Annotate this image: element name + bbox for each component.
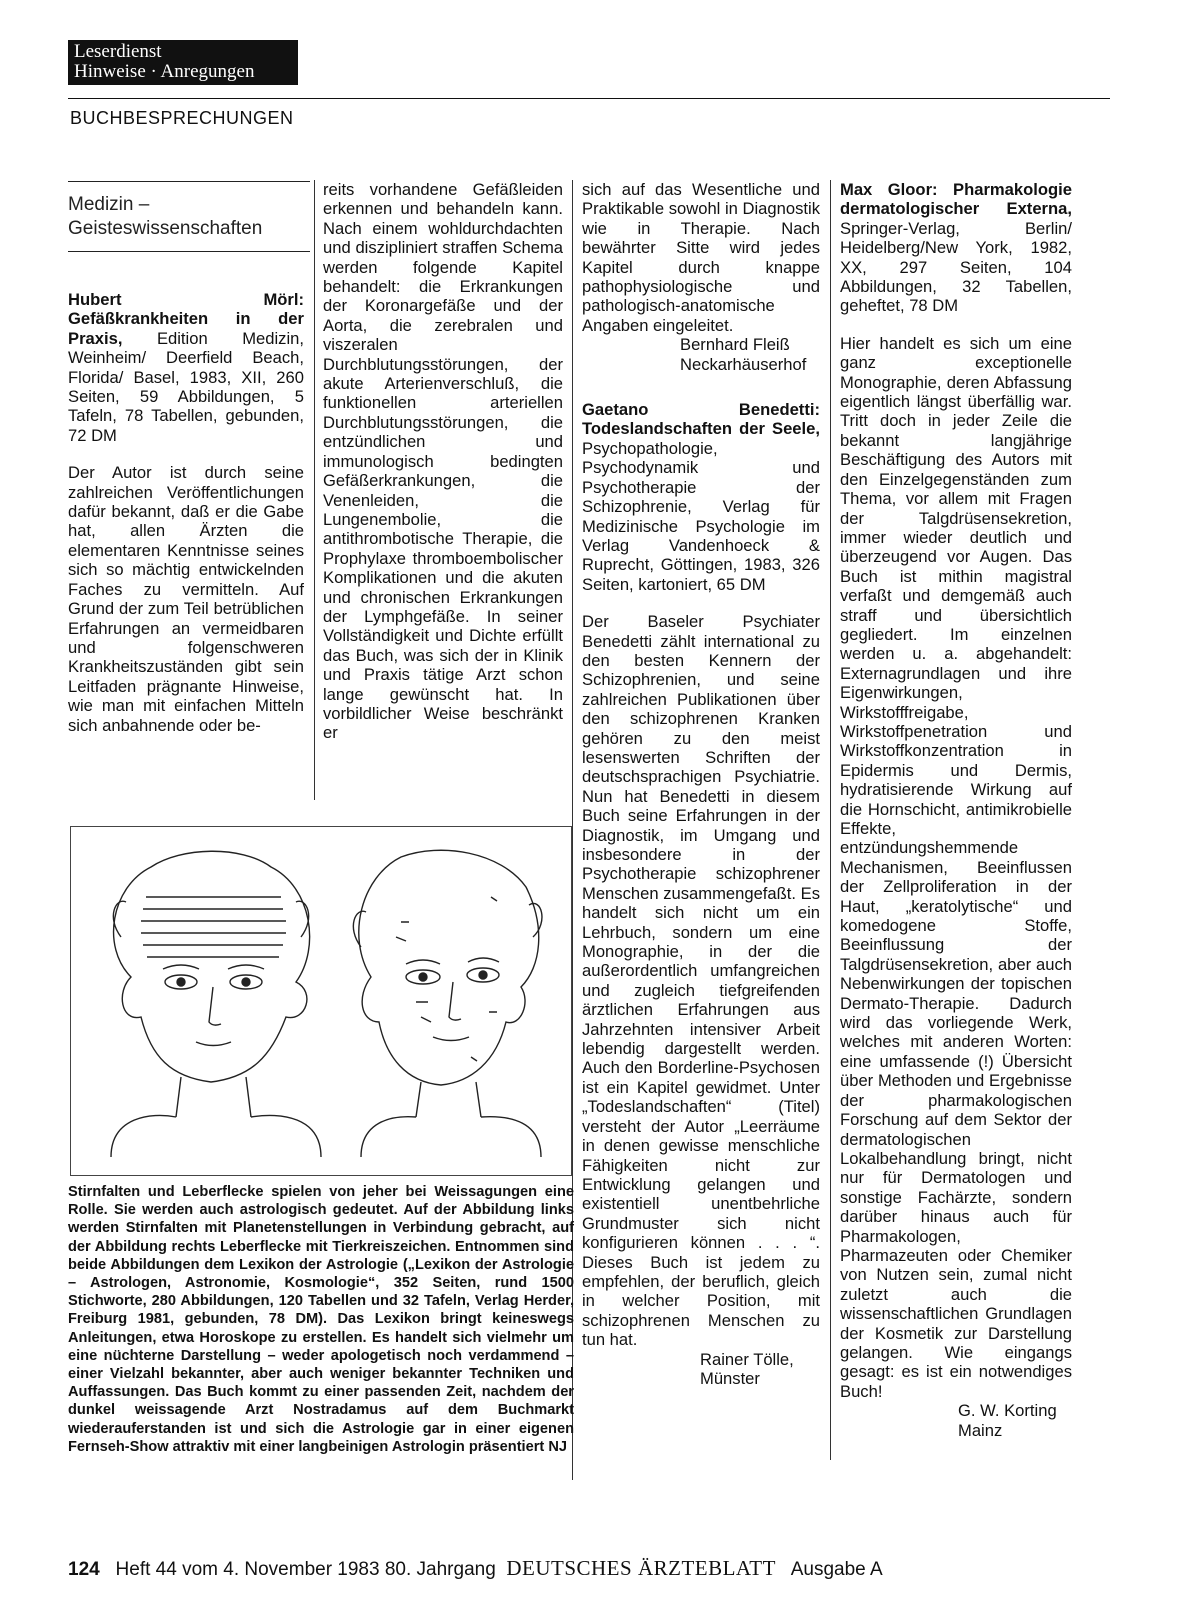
- review3-sig-name: G. W. Korting: [958, 1401, 1057, 1421]
- review1-body-part3: sich auf das Wesentliche und Praktikable sowohl in Diagnostik wie in Therapie. Nach bewährter Sitte wird jedes Kapitel durch knappe pathophysiologische und pathologisch-anatomische Angaben eingeleitet.: [582, 180, 820, 335]
- review2-header: [582, 400, 820, 594]
- review2-sig-name: Rainer Tölle,: [700, 1349, 794, 1369]
- review1-header: [68, 290, 304, 445]
- journal-masthead: DEUTSCHES ÄRZTEBLATT: [506, 1556, 776, 1580]
- column-divider-3: [830, 180, 831, 1460]
- review3-body: Hier handelt es sich um eine ganz exceptionelle Monographie, deren Abfassung eigentlich längst überfällig war. Tritt doch in jeder Zeile die bekannt langjährige Beschäftigung des Autors mit den Einzelgegenständen zum Thema, vor allem mit Fragen der Talgdrüsensekretion, immer wieder deutlich und überzeugend vor Augen. Das Buch ist mithin magistral verfaßt und demgemäß auch straff und übersichtlich gegliedert. Im einzelnen werden u. a. abgehandelt: Externagrundlagen und ihre Eigenwirkungen, Wirkstofffreigabe, Wirkstoffpenetration und Wirkstoffkonzentration in Epidermis und Dermis, hydratisierende Wirkung auf die Hornschicht, antimikrobielle Effekte, entzündungshemmende Mechanismen, Beeinflussen der Zellproliferation in der Haut, „keratolytische“ und komedogene Stoffe, Beeinflussung der Talgdrüsensekretion, aber auch Nebenwirkungen der topischen Dermato-Therapie. Dadurch wird das vorliegende Werk, welches mit anderen Worten: eine umfassende (!) Übersicht über Methoden und Ergebnisse der pharmakologischen Forschung auf dem Sektor der dermatologischen Lokalbehandlung bringt, nicht nur für Dermatologen und sonstige Fachärzte, sondern darüber hinaus auch für Pharmakologen, Pharmazeuten oder Chemiker von Nutzen sein, zumal nicht zuletzt auch die wissenschaftlichen Grundlagen der Kosmetik zur Darstellung gelangen. Wie eingangs gesagt: es ist ein notwendiges Buch!: [840, 333, 1072, 1401]
- review2-signature: [582, 1350, 820, 1389]
- review3-signature: [840, 1401, 1072, 1440]
- header-line-1: Leserdienst: [74, 41, 162, 62]
- left-head-drawing: [111, 851, 321, 1157]
- topic-line-1: Medizin –: [68, 194, 150, 215]
- column-3: [582, 180, 820, 1388]
- topic-line-2: Geisteswissenschaften: [68, 218, 263, 239]
- review2-sig-place: Münster: [700, 1368, 760, 1388]
- review3-biblio: Springer-Verlag, Berlin/ Heidelberg/New York, 1982, XX, 297 Seiten, 104 Abbildungen, 32 Tabellen, geheftet, 78 DM: [840, 218, 1072, 316]
- review1-sig-place: Neckarhäuserhof: [680, 354, 807, 374]
- figure-caption: Stirnfalten und Leberflecke spielen von jeher bei Weissagungen eine Rolle. Sie werden auch astrologisch gedeutet. Auf der Abbildung links werden Stirnfalten mit Planetenstellungen in Verbindung gebracht, auf der Abbildung rechts Leberflecke mit Tierkreiszeichen. Entnommen sind beide Abbildungen dem Lexikon der Astrologie („Lexikon der Astrologie – Astrologen, Astronomie, Kosmologie“, 352 Seiten, rund 1500 Stichworte, 280 Abbildungen, 120 Tabellen und 32 Tafeln, Verlag Herder, Freiburg 1981, gebunden, 78 DM). Das Lexikon bringt keineswegs Anleitungen, etwa Horoskope zu erstellen. Es handelt sich vielmehr um eine nüchterne Darstellung – weder apologetisch noch verdammend – einer Vielzahl bekannter, aber auch weniger bekannter Techniken und Auffassungen. Das Buch kommt zu einer passenden Zeit, nachdem der dunkel weissagende Arzt Nostradamus auf dem Buchmarkt wiederauferstanden ist und sich die Astrologie gar in einer eigenen Fernseh-Show attraktiv mit einer langbeinigen Astrologin präsentiert NJ: [68, 1184, 574, 1455]
- review2-biblio: Psychopathologie, Psychodynamik und Psychotherapie der Schizophrenie, Verlag für Medizinische Psychologie im Verlag Vandenhoeck & Ruprecht, Göttingen, 1983, 326 Seiten, kartoniert, 65 DM: [582, 438, 820, 594]
- column-4: [840, 180, 1072, 1440]
- review2-body: Der Baseler Psychiater Benedetti zählt international zu den besten Kennern der Schizophrenien, und seine zahlreichen Publikationen über den schizophrenen Kranken gehören zu den meist lesenswerten Schriften der deutschsprachigen Psychiatrie. Nun hat Benedetti in diesem Buch seine Erfahrungen in der Diagnostik, im Umgang und insbesondere in der Psychotherapie schizophrener Menschen zusammengefaßt. Es handelt sich nicht um ein Lehrbuch, sondern um eine Monographie, in der die außerordentlich umfangreichen und zugleich tiefgreifenden ärztlichen Erfahrungen aus Jahrzehnten intensiver Arbeit lebendig dargestellt werden. Auch den Borderline-Psychosen ist ein Kapitel gewidmet. Unter „Todeslandschaften“ (Titel) versteht der Autor „Leerräume in denen gewisse menschliche Fähigkeiten nicht zur Entwicklung gelangen und existentiell unentbehrliche Grundmuster sich nicht konfigurieren können . . . “. Dieses Buch ist jedem zu empfehlen, der beruflich, gleich in welcher Position, mit schizophrenen Menschen zu tun hat.: [582, 612, 820, 1350]
- figure-astrology-heads: [70, 826, 572, 1176]
- review3-title: Max Gloor: Pharmakologie dermatologischer Externa,: [840, 180, 1072, 219]
- figure-illustration: [71, 827, 571, 1175]
- review1-signature: [582, 335, 820, 374]
- review1-body-part2: reits vorhandene Gefäßleiden erkennen und behandeln kann. Nach einem wohldurchdachten und diszipliniert straffen Schema werden folgende Kapitel behandelt: die Erkrankungen der Koronargefäße und der Aorta, die zerebralen und viszeralen Durchblutungsstörungen, der akute Arterienverschluß, die funktionellen arteriellen Durchblutungsstörungen, die entzündlichen und immunologisch bedingten Gefäßerkrankungen, die Venenleiden, die Lungenembolie, die antithrombotische Therapie, die Prophylaxe thromboembolischer Komplikationen und die akuten und chronischen Erkrankungen der Lymphgefäße. In seiner Vollständigkeit und Dichte erfüllt das Buch, was sich der in Klinik und Praxis tätige Arzt schon lange gewünscht hat. In vorbildlicher Weise beschränkt er: [323, 180, 563, 743]
- page-footer: [68, 1556, 883, 1581]
- review3-header: [840, 180, 1072, 316]
- header-line-2: Hinweise · Anregungen: [74, 61, 255, 82]
- review2-title: Gaetano Benedetti: Todeslandschaften der Seele,: [582, 400, 820, 439]
- edition-label: Ausgabe A: [790, 1559, 883, 1580]
- top-rule: [68, 98, 1110, 99]
- topic-rule-top: [68, 181, 310, 182]
- column-1: [68, 290, 304, 753]
- topic-rule-bottom: [68, 251, 310, 252]
- review1-body-part1: Der Autor ist durch seine zahlreichen Veröffentlichungen dafür bekannt, daß er die Gabe hat, allen Ärzten die elementaren Kenntnisse seines sich so mächtig entwickelnden Faches zu vermitteln. Auf Grund der zum Teil betrüblichen Erfahrungen an vermeidbaren und folgenschweren Krankheitszuständen gibt sein Leitfaden prägnante Hinweise, wie man mit einfachen Mitteln sich anbahnende oder be-: [68, 463, 304, 735]
- column-2: [323, 180, 563, 761]
- review1-sig-name: Bernhard Fleiß: [680, 335, 790, 355]
- section-title: BUCHBESPRECHUNGEN: [70, 108, 294, 128]
- right-head-drawing: [353, 850, 542, 1157]
- column-divider-1: [314, 180, 315, 800]
- column-header-box: [68, 40, 298, 85]
- review3-sig-place: Mainz: [958, 1420, 1003, 1440]
- page-number: 124: [68, 1559, 100, 1580]
- issue-info: Heft 44 vom 4. November 1983 80. Jahrgang: [115, 1559, 496, 1580]
- topic-heading: [68, 193, 308, 241]
- review1-title: Hubert Mörl: Gefäßkrankheiten in der Praxis,: [68, 290, 304, 348]
- review1-biblio: Edition Medizin, Weinheim/ Deerfield Beach, Florida/ Basel, 1983, XII, 260 Seiten, 59 Abbildungen, 5 Tafeln, 78 Tabellen, gebunden, 72 DM: [68, 328, 304, 445]
